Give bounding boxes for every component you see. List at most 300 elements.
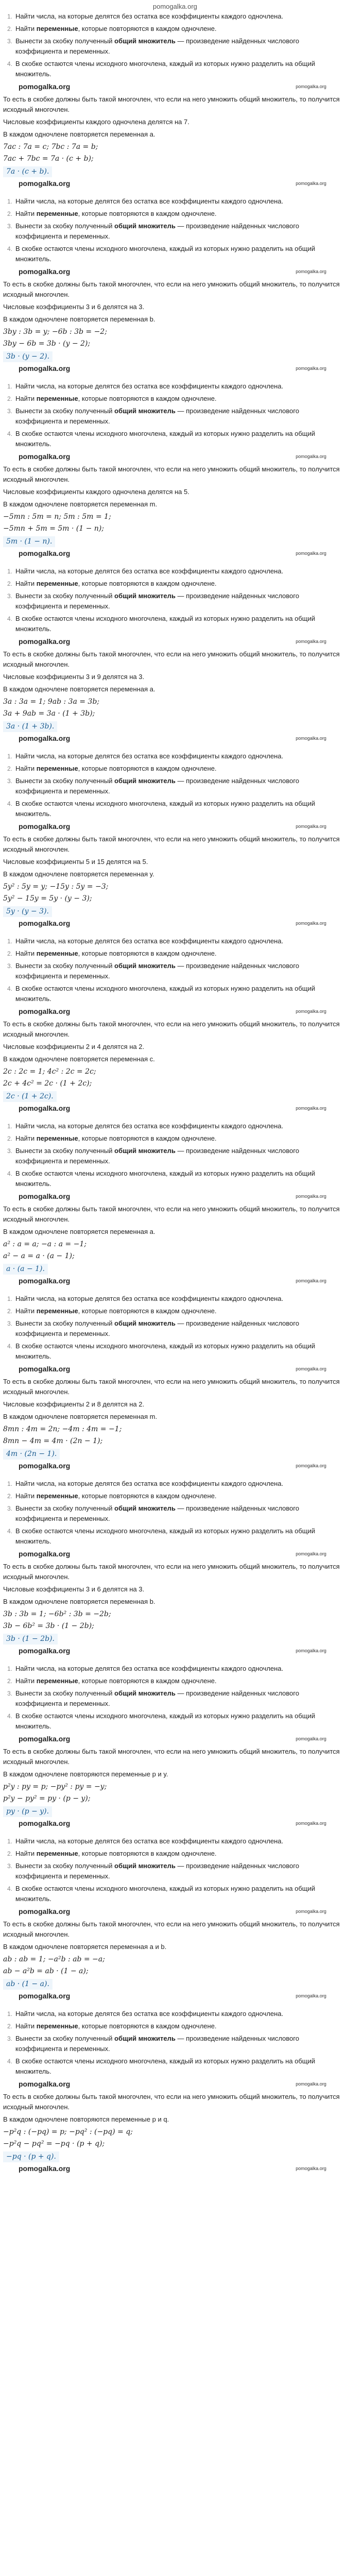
result-wrap — [3, 1090, 347, 1103]
steps-list — [3, 1294, 347, 1362]
step-text: — произведение найденных числового коэффициента и переменных. — [15, 1504, 300, 1522]
watermark-row — [3, 1734, 347, 1744]
step-text: Найти — [15, 395, 37, 402]
watermark: pomogalka.org — [19, 364, 71, 372]
step-number: 1. — [7, 13, 13, 20]
result-expression: ab · (1 − a). — [3, 1979, 52, 1990]
step-number: 2. — [7, 1850, 13, 1857]
step-text: — произведение найденных числового коэффициента и переменных. — [15, 962, 300, 980]
step-item — [7, 406, 347, 427]
variable-text: В каждом одночлене повторяется переменная c. — [3, 1055, 155, 1063]
step-item — [7, 1318, 347, 1339]
variable-text: В каждом одночлене повторяется переменная y. — [3, 870, 154, 878]
watermark: pomogalka.org — [19, 1992, 71, 2000]
variable-text: В каждом одночлене повторяется переменная a. — [3, 130, 155, 138]
step-text: — произведение найденных числового коэффициента и переменных. — [15, 592, 300, 610]
step-text: , которые повторяются в каждом одночлене. — [78, 1307, 217, 1315]
step-number: 3. — [7, 2035, 13, 2042]
step-text: — произведение найденных числового коэффициента и переменных. — [15, 222, 300, 240]
step-text: Вынести за скобку полученный — [15, 962, 115, 970]
watermark: pomogalka.org — [19, 1192, 71, 1200]
step-number: 2. — [7, 2023, 13, 2030]
step-number: 2. — [7, 1493, 13, 1500]
watermark-small: pomogalka.org — [295, 551, 326, 556]
step-number: 1. — [7, 1665, 13, 1672]
step-text: , которые повторяются в каждом одночлене. — [78, 765, 217, 772]
step-item — [7, 751, 347, 761]
step-item — [7, 1849, 347, 1859]
watermark-row — [3, 2163, 347, 2174]
watermark-row — [3, 918, 347, 929]
step-number: 3. — [7, 1690, 13, 1697]
step-number: 2. — [7, 580, 13, 587]
step-text: , которые повторяются в каждом одночлене. — [78, 210, 217, 217]
watermark-small: pomogalka.org — [295, 2166, 326, 2171]
step-number: 3. — [7, 408, 13, 415]
step-item — [7, 1341, 347, 1362]
watermark-small: pomogalka.org — [295, 1009, 326, 1014]
result-wrap — [3, 1633, 347, 1646]
step-text: Вынести за скобку полученный — [15, 222, 115, 230]
coefficient-text: Числовые коэффициенты 3 и 9 делятся на 3. — [3, 673, 145, 681]
check-text: То есть в скобке должны быть такой многочлен, что если на него умножить общий множитель, то получится исходный многочлен. — [3, 95, 340, 113]
result-expression: 4m · (2n − 1). — [3, 1449, 60, 1460]
solution-section — [0, 381, 350, 559]
step-number: 4. — [7, 1343, 13, 1350]
step-text: В скобке остаются члены исходного многочлена, каждый из которых нужно разделить на общий множитель. — [15, 1885, 316, 1903]
step-text: В скобке остаются члены исходного многочлена, каждый из которых нужно разделить на общий множитель. — [15, 615, 316, 633]
check-text: То есть в скобке должны быть такой многочлен, что если на него умножить общий множитель, то получится исходный многочлен. — [3, 280, 340, 298]
step-number: 4. — [7, 1713, 13, 1720]
step-number: 1. — [7, 1838, 13, 1845]
step-number: 2. — [7, 210, 13, 217]
step-text: Найти — [15, 1134, 37, 1142]
watermark: pomogalka.org — [19, 2164, 71, 2173]
solution-section — [0, 2009, 350, 2174]
step-number: 3. — [7, 1147, 13, 1155]
result-expression: py · (p − y). — [3, 1806, 52, 1817]
watermark-row — [3, 1461, 347, 1471]
step-text: В скобке остаются члены исходного многочлена, каждый из которых нужно разделить на общий множитель. — [15, 1712, 316, 1730]
watermark-small: pomogalka.org — [295, 1463, 326, 1468]
step-text: Найти числа, на которые делятся без остатка все коэффициенты каждого одночлена. — [15, 12, 284, 20]
step-text: Найти числа, на которые делятся без остатка все коэффициенты каждого одночлена. — [15, 1480, 284, 1487]
step-text: Вынести за скобку полученный — [15, 1862, 115, 1870]
watermark-small: pomogalka.org — [295, 269, 326, 274]
step-item — [7, 961, 347, 981]
step-bold: переменные — [36, 765, 78, 772]
step-number: 4. — [7, 245, 13, 252]
step-item — [7, 776, 347, 796]
check-text: То есть в скобке должны быть такой многочлен, что если на него умножить общий множитель, то получится исходный многочлен. — [3, 465, 340, 483]
watermark: pomogalka.org — [19, 1647, 71, 1655]
step-text: — произведение найденных числового коэффициента и переменных. — [15, 1862, 300, 1880]
math-line: 5y² − 15y = 5y · (y − 3); — [3, 894, 92, 903]
watermark-row — [3, 1276, 347, 1286]
step-text: Найти — [15, 210, 37, 217]
math-line: 5y² : 5y = y; −15y : 5y = −3; — [3, 883, 109, 891]
step-item — [7, 1526, 347, 1547]
step-item — [7, 221, 347, 242]
step-text: В скобке остаются члены исходного многочлена, каждый из которых нужно разделить на общий множитель. — [15, 1342, 316, 1360]
step-bold: переменные — [36, 2022, 78, 2030]
watermark-small: pomogalka.org — [295, 1821, 326, 1826]
step-item — [7, 948, 347, 959]
step-text: Вынести за скобку полученный — [15, 1689, 115, 1697]
step-number: 4. — [7, 2058, 13, 2065]
step-number: 1. — [7, 1295, 13, 1302]
watermark: pomogalka.org — [19, 267, 71, 276]
step-number: 1. — [7, 2010, 13, 2018]
variable-text: В каждом одночлене повторяется переменная b. — [3, 315, 155, 323]
step-text: — произведение найденных числового коэффициента и переменных. — [15, 2035, 300, 2053]
step-bold: переменные — [36, 1134, 78, 1142]
watermark-small: pomogalka.org — [295, 1106, 326, 1111]
step-bold: общий множитель — [114, 37, 176, 45]
step-text: Найти — [15, 1677, 37, 1685]
watermark: pomogalka.org — [19, 1007, 71, 1015]
math-line: 3by : 3b = y; −6b : 3b = −2; — [3, 328, 108, 336]
math-line: p²y − py² = py · (p − y); — [3, 1794, 91, 1803]
step-text: В скобке остаются члены исходного многочлена, каждый из которых нужно разделить на общий множитель. — [15, 430, 316, 448]
watermark-row — [3, 1549, 347, 1560]
watermark: pomogalka.org — [19, 1550, 71, 1558]
step-text: , которые повторяются в каждом одночлене. — [78, 1677, 217, 1685]
step-text: Вынести за скобку полученный — [15, 2035, 115, 2042]
result-expression: 2c · (1 + 2c). — [3, 1091, 57, 1102]
step-item — [7, 1121, 347, 1131]
steps-list — [3, 936, 347, 1004]
watermark: pomogalka.org — [19, 637, 71, 646]
step-item — [7, 36, 347, 57]
step-item — [7, 1711, 347, 1732]
step-item — [7, 566, 347, 577]
step-item — [7, 394, 347, 404]
check-text: То есть в скобке должны быть такой многочлен, что если на него умножить общий множитель, то получится исходный многочлен. — [3, 2093, 340, 2111]
step-number: 4. — [7, 1528, 13, 1535]
watermark-small: pomogalka.org — [295, 454, 326, 459]
check-text: То есть в скобке должны быть такой многочлен, что если на него умножить общий множитель, то получится исходный многочлен. — [3, 1920, 340, 1938]
watermark: pomogalka.org — [19, 1462, 71, 1470]
watermark-row — [3, 1006, 347, 1017]
step-number: 1. — [7, 938, 13, 945]
coefficient-text: Числовые коэффициенты 3 и 6 делятся на 3. — [3, 303, 145, 311]
step-text: — произведение найденных числового коэффициента и переменных. — [15, 407, 300, 425]
watermark-small: pomogalka.org — [295, 1194, 326, 1199]
steps-list — [3, 381, 347, 449]
steps-list — [3, 2009, 347, 2077]
step-text: Найти числа, на которые делятся без остатка все коэффициенты каждого одночлена. — [15, 382, 284, 390]
step-number: 4. — [7, 430, 13, 437]
math-line: 2c : 2c = 1; 4c² : 2c = 2c; — [3, 1067, 96, 1076]
watermark-small: pomogalka.org — [295, 921, 326, 926]
math-line: 3a + 9ab = 3a · (1 + 3b); — [3, 709, 95, 718]
step-number: 4. — [7, 1170, 13, 1177]
watermark: pomogalka.org — [19, 82, 71, 91]
watermark-row — [3, 363, 347, 374]
step-item — [7, 1168, 347, 1189]
step-text: В скобке остаются члены исходного многочлена, каждый из которых нужно разделить на общий множитель. — [15, 1170, 316, 1188]
step-number: 4. — [7, 1885, 13, 1892]
math-line: 3by − 6b = 3b · (y − 2); — [3, 340, 91, 348]
step-number: 2. — [7, 1308, 13, 1315]
step-text: Вынести за скобку полученный — [15, 407, 115, 415]
step-item — [7, 799, 347, 819]
math-line: 8mn − 4m = 4m · (2n − 1); — [3, 1437, 103, 1445]
steps-list — [3, 566, 347, 634]
step-item — [7, 764, 347, 774]
watermark-row — [3, 1991, 347, 2002]
watermark-small: pomogalka.org — [295, 1366, 326, 1371]
step-bold: общий множитель — [114, 1504, 176, 1512]
math-line: 7ac + 7bc = 7a · (c + b); — [3, 155, 94, 163]
step-text: В скобке остаются члены исходного многочлена, каждый из которых нужно разделить на общий множитель. — [15, 985, 316, 1003]
step-item — [7, 196, 347, 207]
step-bold: переменные — [36, 395, 78, 402]
step-bold: переменные — [36, 1307, 78, 1315]
result-expression: 3b · (y − 2). — [3, 351, 52, 362]
site-header: pomogalka.org — [153, 3, 197, 10]
coefficient-text: Числовые коэффициенты 3 и 6 делятся на 3. — [3, 1585, 145, 1593]
step-text: , которые повторяются в каждом одночлене. — [78, 1850, 217, 1857]
step-text: Вынести за скобку полученный — [15, 1319, 115, 1327]
result-wrap — [3, 1978, 347, 1991]
variable-text: В каждом одночлене повторяется переменная a. — [3, 685, 155, 693]
step-bold: общий множитель — [114, 1147, 176, 1155]
watermark-row — [3, 178, 347, 189]
step-text: , которые повторяются в каждом одночлене. — [78, 1134, 217, 1142]
watermark: pomogalka.org — [19, 179, 71, 188]
math-line: ab : ab = 1; −a²b : ab = −a; — [3, 1955, 105, 1963]
step-text: Найти — [15, 950, 37, 957]
watermark-small: pomogalka.org — [295, 1551, 326, 1556]
step-item — [7, 11, 347, 22]
step-item — [7, 429, 347, 449]
step-text: Найти числа, на которые делятся без остатка все коэффициенты каждого одночлена. — [15, 752, 284, 760]
step-item — [7, 1294, 347, 1304]
watermark-small: pomogalka.org — [295, 2081, 326, 2087]
step-item — [7, 1664, 347, 1674]
step-number: 2. — [7, 765, 13, 772]
step-item — [7, 1306, 347, 1316]
result-wrap — [3, 1263, 347, 1276]
step-item — [7, 209, 347, 219]
solution-section — [0, 1121, 350, 1286]
content — [0, 11, 350, 2174]
math-line: a² : a = a; −a : a = −1; — [3, 1240, 87, 1248]
coefficient-text: Числовые коэффициенты каждого одночлена делятся на 7. — [3, 118, 189, 126]
step-number: 4. — [7, 800, 13, 807]
variable-text: В каждом одночлене повторяется переменная a. — [3, 1228, 155, 1235]
step-bold: переменные — [36, 950, 78, 957]
step-text: Найти — [15, 2022, 37, 2030]
watermark: pomogalka.org — [19, 549, 71, 557]
step-text: , которые повторяются в каждом одночлене. — [78, 395, 217, 402]
coefficient-text: Числовые коэффициенты 2 и 4 делятся на 2. — [3, 1043, 145, 1050]
check-text: То есть в скобке должны быть такой многочлен, что если на него умножить общий множитель, то получится исходный многочлен. — [3, 1748, 340, 1766]
solution-section — [0, 1294, 350, 1471]
step-text: Найти числа, на которые делятся без остатка все коэффициенты каждого одночлена. — [15, 567, 284, 575]
step-number: 1. — [7, 568, 13, 575]
step-item — [7, 381, 347, 392]
step-item — [7, 1133, 347, 1144]
watermark-row — [3, 1103, 347, 1114]
steps-list — [3, 1479, 347, 1547]
result-wrap — [3, 1805, 347, 1818]
step-number: 4. — [7, 985, 13, 992]
coefficient-text: Числовые коэффициенты 5 и 15 делятся на 5. — [3, 858, 148, 866]
step-number: 3. — [7, 1862, 13, 1870]
math-line: 8mn : 4m = 2n; −4m : 4m = −1; — [3, 1425, 122, 1433]
math-line: 7ac : 7a = c; 7bc : 7a = b; — [3, 143, 98, 151]
watermark: pomogalka.org — [19, 1819, 71, 1827]
step-text: Найти числа, на которые делятся без остатка все коэффициенты каждого одночлена. — [15, 1295, 284, 1302]
solution-section — [0, 566, 350, 744]
result-wrap — [3, 535, 347, 548]
step-item — [7, 591, 347, 612]
step-number: 3. — [7, 38, 13, 45]
step-text: Вынести за скобку полученный — [15, 1147, 115, 1155]
variable-text: В каждом одночлене повторяется переменная m. — [3, 500, 157, 508]
step-text: Найти — [15, 580, 37, 587]
result-wrap — [3, 2150, 347, 2163]
variable-text: В каждом одночлене повторяются переменные p и q. — [3, 2115, 169, 2123]
result-wrap — [3, 1448, 347, 1461]
step-text: Найти числа, на которые делятся без остатка все коэффициенты каждого одночлена. — [15, 2010, 284, 2018]
watermark-small: pomogalka.org — [295, 1648, 326, 1653]
step-number: 1. — [7, 383, 13, 390]
result-wrap — [3, 350, 347, 363]
step-bold: общий множитель — [114, 1319, 176, 1327]
math-line: −p²q : (−pq) = p; −pq² : (−pq) = q; — [3, 2128, 133, 2136]
step-number: 1. — [7, 1123, 13, 1130]
step-item — [7, 59, 347, 79]
solution-section — [0, 196, 350, 374]
steps-list — [3, 1121, 347, 1189]
solution-section — [0, 11, 350, 189]
step-item — [7, 1503, 347, 1524]
variable-text: В каждом одночлене повторяются переменные p и y. — [3, 1770, 168, 1778]
step-bold: переменные — [36, 210, 78, 217]
step-number: 3. — [7, 777, 13, 785]
step-number: 3. — [7, 1505, 13, 1512]
watermark-row — [3, 266, 347, 277]
solution-section — [0, 1664, 350, 1829]
step-bold: переменные — [36, 1677, 78, 1685]
result-expression: a · (a − 1). — [3, 1264, 48, 1275]
watermark-small: pomogalka.org — [295, 1993, 326, 1998]
math-line: a² − a = a · (a − 1); — [3, 1252, 75, 1260]
math-line: −5mn + 5m = 5m · (1 − n); — [3, 524, 104, 533]
solution-section — [0, 1836, 350, 2002]
result-expression: 3b · (1 − 2b). — [3, 1634, 58, 1645]
step-text: Найти — [15, 765, 37, 772]
step-number: 2. — [7, 1677, 13, 1685]
math-line: 2c + 4c² = 2c · (1 + 2c); — [3, 1079, 92, 1088]
steps-list — [3, 11, 347, 79]
step-number: 2. — [7, 950, 13, 957]
step-item — [7, 244, 347, 264]
watermark-row — [3, 636, 347, 647]
step-item — [7, 1861, 347, 1882]
watermark-small: pomogalka.org — [295, 639, 326, 644]
step-number: 1. — [7, 198, 13, 205]
watermark: pomogalka.org — [19, 452, 71, 461]
step-text: Найти числа, на которые делятся без остатка все коэффициенты каждого одночлена. — [15, 937, 284, 945]
watermark: pomogalka.org — [19, 1735, 71, 1743]
step-item — [7, 1884, 347, 1904]
watermark-small: pomogalka.org — [295, 366, 326, 371]
step-number: 1. — [7, 1480, 13, 1487]
solution-section — [0, 1479, 350, 1656]
math-line: −p²q − pq² = −pq · (p + q); — [3, 2140, 105, 2148]
step-text: — произведение найденных числового коэффициента и переменных. — [15, 1319, 300, 1337]
math-line: 3b : 3b = 1; −6b² : 3b = −2b; — [3, 1610, 111, 1618]
watermark-row — [3, 1646, 347, 1656]
step-item — [7, 579, 347, 589]
step-text: — произведение найденных числового коэффициента и переменных. — [15, 1147, 300, 1165]
variable-text: В каждом одночлене повторяется переменная b. — [3, 1598, 155, 1605]
coefficient-text: Числовые коэффициенты 2 и 8 делятся на 2. — [3, 1400, 145, 1408]
watermark-row — [3, 1906, 347, 1917]
step-number: 2. — [7, 395, 13, 402]
step-number: 3. — [7, 962, 13, 970]
check-text: То есть в скобке должны быть такой многочлен, что если на него умножить общий множитель, то получится исходный многочлен. — [3, 650, 340, 668]
watermark-small: pomogalka.org — [295, 84, 326, 89]
result-wrap — [3, 720, 347, 733]
step-bold: общий множитель — [114, 592, 176, 600]
result-expression: −pq · (p + q). — [3, 2151, 59, 2162]
step-bold: переменные — [36, 25, 78, 32]
steps-list — [3, 751, 347, 819]
step-item — [7, 936, 347, 946]
step-text: — произведение найденных числового коэффициента и переменных. — [15, 37, 300, 55]
step-number: 1. — [7, 753, 13, 760]
check-text: То есть в скобке должны быть такой многочлен, что если на него умножить общий множитель, то получится исходный многочлен. — [3, 835, 340, 853]
step-text: Найти числа, на которые делятся без остатка все коэффициенты каждого одночлена. — [15, 197, 284, 205]
watermark-row — [3, 821, 347, 832]
step-number: 4. — [7, 615, 13, 622]
math-line: 3a : 3a = 1; 9ab : 3a = 3b; — [3, 698, 100, 706]
watermark-small: pomogalka.org — [295, 181, 326, 186]
watermark: pomogalka.org — [19, 919, 71, 927]
steps-list — [3, 1836, 347, 1904]
watermark-small: pomogalka.org — [295, 1736, 326, 1741]
steps-list — [3, 1664, 347, 1732]
watermark-row — [3, 2079, 347, 2090]
step-item — [7, 614, 347, 634]
check-text: То есть в скобке должны быть такой многочлен, что если на него умножить общий множитель, то получится исходный многочлен. — [3, 1378, 340, 1396]
step-item — [7, 2033, 347, 2054]
step-text: , которые повторяются в каждом одночлене. — [78, 2022, 217, 2030]
step-number: 3. — [7, 223, 13, 230]
watermark-row — [3, 1818, 347, 1829]
step-text: Найти — [15, 1850, 37, 1857]
solution-section — [0, 751, 350, 929]
coefficient-text: Числовые коэффициенты каждого одночлена делятся на 5. — [3, 488, 189, 496]
result-wrap — [3, 905, 347, 918]
watermark-small: pomogalka.org — [295, 736, 326, 741]
step-text: Найти — [15, 1307, 37, 1315]
step-bold: общий множитель — [114, 962, 176, 970]
watermark-row — [3, 1364, 347, 1375]
step-text: , которые повторяются в каждом одночлене. — [78, 580, 217, 587]
step-item — [7, 1491, 347, 1501]
step-item — [7, 1688, 347, 1709]
step-bold: переменные — [36, 1492, 78, 1500]
watermark-small: pomogalka.org — [295, 1278, 326, 1283]
step-text: В скобке остаются члены исходного многочлена, каждый из которых нужно разделить на общий множитель. — [15, 60, 316, 78]
